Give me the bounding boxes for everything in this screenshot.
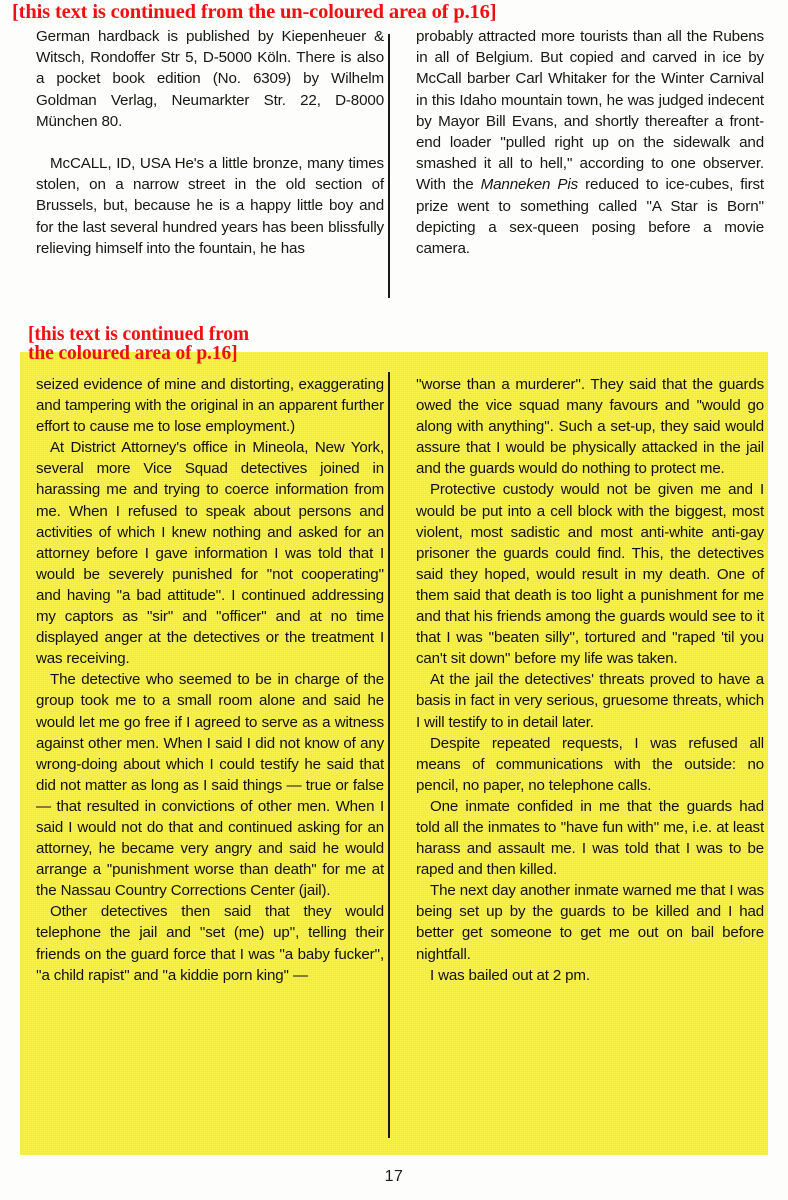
page-number: 17 xyxy=(384,1168,404,1185)
uncoloured-left-column xyxy=(36,26,384,259)
paragraph: One inmate confided in me that the guards had told all the inmates to ''have fun with'' me, i.e. at least harass and assault me. I was told that I was to be raped and then killed. xyxy=(416,797,764,879)
paragraph: McCALL, ID, USA He's a little bronze, many times stolen, on a narrow street in the old section of Brussels, but, because he is a happy little boy and for the last several hundred years has been blissfully relieving himself into the fountain, he has xyxy=(36,155,384,257)
coloured-right-column xyxy=(416,374,764,986)
uncoloured-columns xyxy=(0,26,788,326)
paragraph: seized evidence of mine and distorting, exaggerating and tampering with the original in an apparent further effort to cause me to lose employment.) xyxy=(36,376,384,436)
banner-line-2: the coloured area of p.16] xyxy=(28,343,238,364)
uncoloured-article-block xyxy=(0,26,788,326)
paragraph: Protective custody would not be given me and I would be put into a cell block with the biggest, most violent, most sadistic and most anti-white anti-gay prisoner the guards could find. This, the detectives said they hoped, would result in my death. One of them said that death is too light a punishment for me and that his friends among the guards would see to it that I was ''beaten silly'', tortured and ''raped 'til you can't sit down'' before my life was taken. xyxy=(416,481,764,668)
paragraph: ''worse than a murderer''. They said that the guards owed the vice squad many favours and ''would go along with anything''. Such a set-up, they said would assure that I would be physically attacked in the jail and the guards would do nothing to protect me. xyxy=(416,376,764,478)
paragraph: Despite repeated requests, I was refused all means of communications with the outside: no pencil, no paper, no telephone calls. xyxy=(416,734,764,794)
paragraph: I was bailed out at 2 pm. xyxy=(430,966,590,984)
paragraph: At the jail the detectives' threats proved to have a basis in fact in very serious, gruesome threats, which I will testify to in detail later. xyxy=(416,671,764,731)
continuation-banner-middle xyxy=(28,325,358,363)
banner-line-1: [this text is continued from xyxy=(28,324,250,345)
coloured-left-column xyxy=(36,374,384,986)
paragraph xyxy=(416,26,764,259)
paragraph-text-part: probably attracted more tourists than all the Rubens in all of Belgium. But copied and carved in ice by McCall barber Carl Whitaker for the Winter Carnival in this Idaho mountain town, he was judged indecent by Mayor Bill Evans, and shortly thereafter a front-end loader ''pulled right up on the sidewalk and smashed it all to hell,'' according to one observer. With the xyxy=(416,28,764,194)
italic-title: Manneken Pis xyxy=(480,176,579,194)
continuation-banner-top: [this text is continued from the un-coloured area of p.16] xyxy=(12,1,497,23)
coloured-article-block xyxy=(20,352,768,1155)
paragraph: At District Attorney's office in Mineola, New York, several more Vice Squad detectives joined in harassing me and trying to coerce information from me. When I refused to speak about persons and activities of which I knew nothing and asked for an attorney before I gave information I was told that I would be severely punished for ''not cooperating'' and having ''a bad attitude''. I continued addressing my captors as ''sir'' and ''officer'' and at no time displayed anger at the detectives or the treatment I was receiving. xyxy=(36,439,384,668)
coloured-columns xyxy=(20,352,768,1155)
uncoloured-right-column xyxy=(416,26,764,259)
paragraph: Other detectives then said that they would telephone the jail and ''set (me) up'', telling their friends on the guard force that I was ''a baby fucker'', ''a child rapist'' and ''a kiddie porn king'' — xyxy=(36,903,384,984)
column-divider xyxy=(388,372,390,1138)
column-divider xyxy=(388,34,390,298)
paragraph: German hardback is published by Kiepenheuer & Witsch, Rondoffer Str 5, D-5000 Köln. There is also a pocket book edition (No. 6309) by Wilhelm Goldman Verlag, Neumarkter Str. 22, D-8000 München 80. xyxy=(36,28,384,130)
paragraph: The next day another inmate warned me that I was being set up by the guards to be killed and I had better get someone to get me out on bail before nightfall. xyxy=(416,882,764,963)
paragraph-text-part: reduced to ice-cubes, first prize went to something called ''A Star is Born'' depicting a sex-queen posing before a movie camera. xyxy=(416,176,764,258)
paragraph: The detective who seemed to be in charge of the group took me to a small room alone and said he would let me go free if I agreed to serve as a witness against other men. When I said I did not know of any wrong-doing about which I could testify he said that did not matter as long as I said things — true or false — that resulted in convictions of other men. When I said I would not do that and continued asking for an attorney, he became very angry and said he would arrange a ''punishment worse than death'' for me at the Nassau Country Corrections Center (jail). xyxy=(36,671,384,900)
